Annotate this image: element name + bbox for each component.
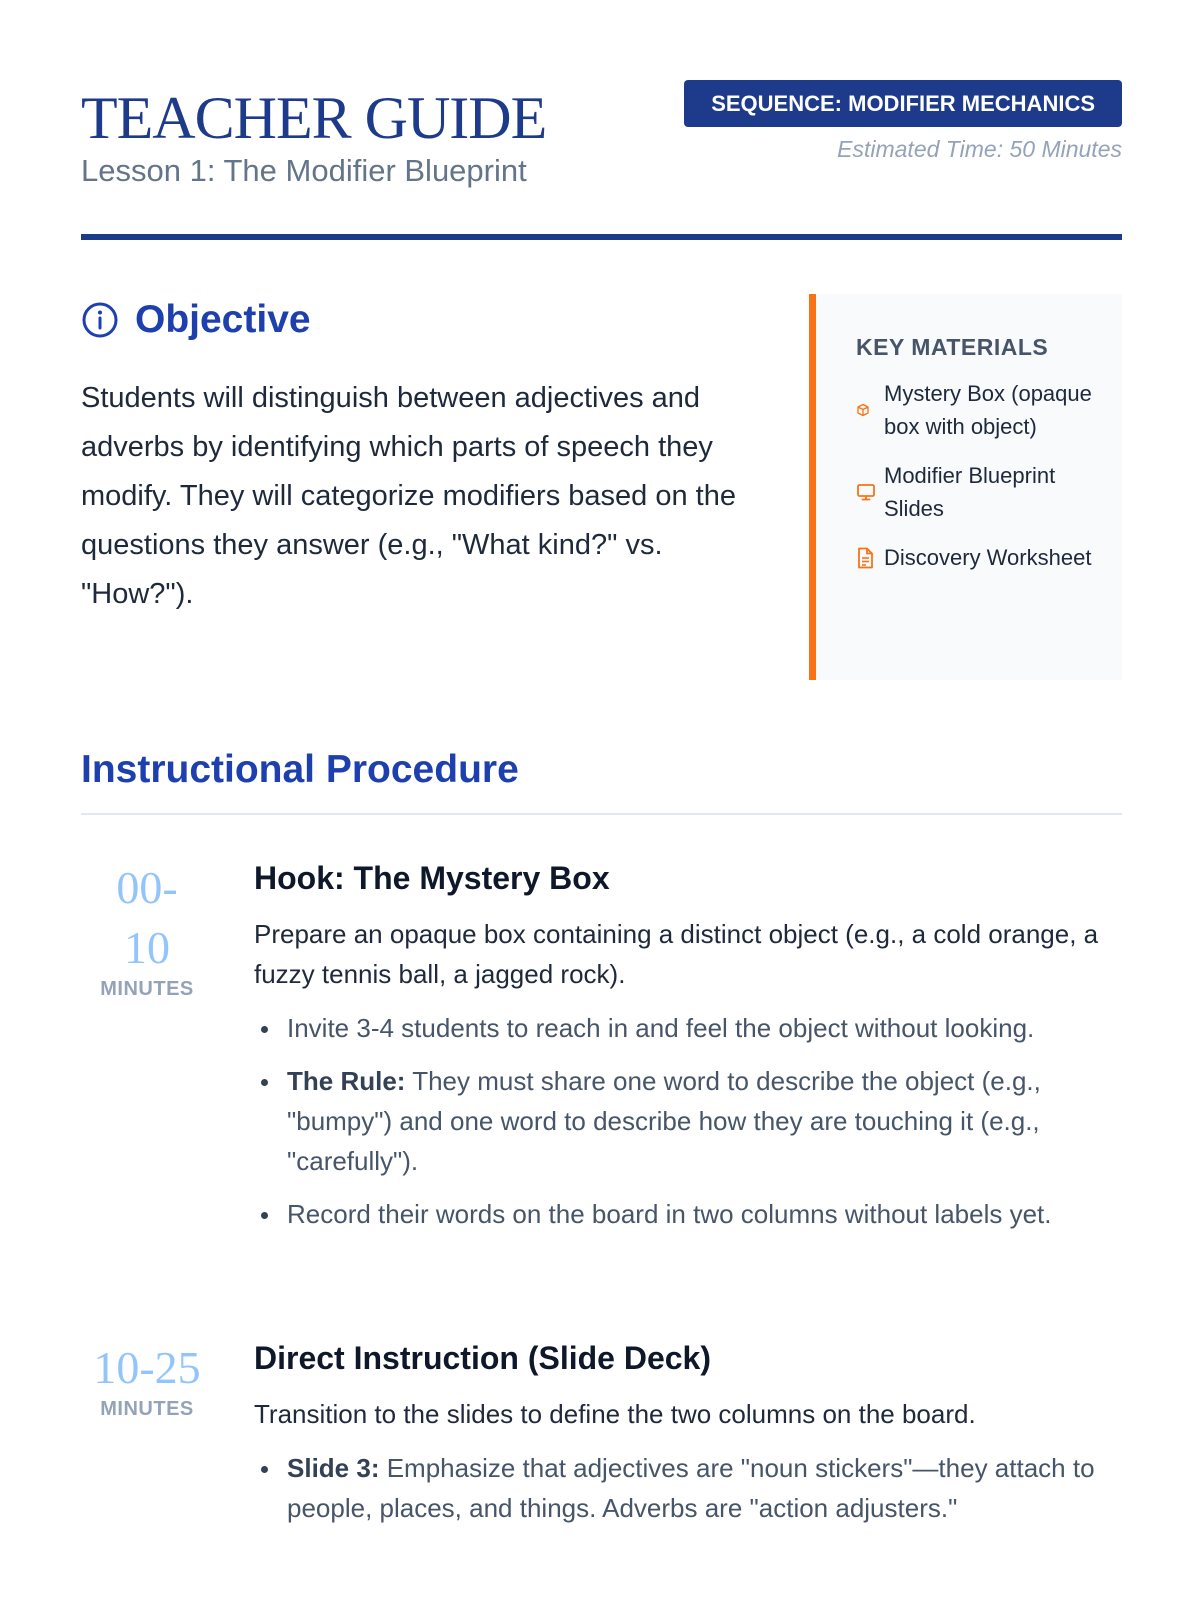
cube-icon bbox=[856, 403, 884, 417]
material-item bbox=[856, 459, 1102, 525]
step-time bbox=[81, 858, 213, 1001]
list-item bbox=[254, 1448, 1122, 1528]
list-item bbox=[254, 1194, 1122, 1234]
step-time-range: 10-25 bbox=[93, 1342, 201, 1393]
step-description: Transition to the slides to define the two columns on the board. bbox=[254, 1399, 976, 1429]
bullet-text: Record their words on the board in two columns without labels yet. bbox=[287, 1199, 1052, 1229]
key-materials-panel bbox=[809, 294, 1122, 680]
step-body bbox=[254, 1338, 1122, 1541]
material-label: Discovery Worksheet bbox=[884, 545, 1092, 570]
header bbox=[81, 0, 1122, 242]
step-bullet-list bbox=[254, 1448, 1122, 1528]
bullet-text: Emphasize that adjectives are "noun stickers"—they attach to people, places, and things. Adverbs are "action adjusters." bbox=[287, 1453, 1095, 1523]
step-time-unit: MINUTES bbox=[100, 1398, 194, 1420]
material-label: Mystery Box (opaque box with object) bbox=[884, 381, 1092, 439]
step-bullet-list bbox=[254, 1008, 1122, 1234]
material-label: Modifier Blueprint Slides bbox=[884, 463, 1056, 521]
list-item bbox=[254, 1008, 1122, 1048]
step-time-range: 00-10 bbox=[116, 862, 178, 973]
step-body bbox=[254, 858, 1122, 1247]
list-item bbox=[254, 1061, 1122, 1181]
monitor-icon bbox=[856, 483, 884, 501]
step-time bbox=[81, 1338, 213, 1421]
bullet-label: The Rule: bbox=[287, 1066, 406, 1096]
sequence-badge: SEQUENCE: MODIFIER MECHANICS bbox=[684, 80, 1122, 127]
key-materials-title: KEY MATERIALS bbox=[856, 334, 1049, 360]
header-divider bbox=[81, 234, 1122, 240]
procedure-divider bbox=[81, 813, 1122, 815]
objective-section bbox=[81, 294, 751, 619]
material-item bbox=[856, 541, 1102, 574]
step-time-unit: MINUTES bbox=[100, 978, 194, 1000]
step-description: Prepare an opaque box containing a distinct object (e.g., a cold orange, a fuzzy tennis ball, a jagged rock). bbox=[254, 919, 1099, 989]
step-title: Hook: The Mystery Box bbox=[254, 860, 610, 896]
objective-text: Students will distinguish between adjectives and adverbs by identifying which parts of speech they modify. They will categorize modifiers based on the questions they answer (e.g., "What kind?" vs. "How?"). bbox=[81, 382, 736, 610]
procedure-heading: Instructional Procedure bbox=[81, 748, 519, 791]
info-icon bbox=[81, 301, 119, 339]
bullet-text: They must share one word to describe the object (e.g., "bumpy") and one word to describe how they are touching it (e.g., "carefully"). bbox=[287, 1066, 1041, 1176]
bullet-label: Slide 3: bbox=[287, 1453, 380, 1483]
objective-title: Objective bbox=[135, 298, 311, 341]
material-item bbox=[856, 377, 1102, 443]
teacher-guide-page bbox=[81, 0, 1122, 1523]
page-title: TEACHER GUIDE bbox=[81, 85, 547, 151]
estimated-time: Estimated Time: 50 Minutes bbox=[837, 136, 1122, 162]
document-icon bbox=[856, 547, 884, 569]
objective-heading bbox=[81, 294, 751, 346]
lesson-subtitle: Lesson 1: The Modifier Blueprint bbox=[81, 153, 527, 188]
bullet-text: Invite 3-4 students to reach in and feel the object without looking. bbox=[287, 1013, 1035, 1043]
step-title: Direct Instruction (Slide Deck) bbox=[254, 1340, 711, 1376]
